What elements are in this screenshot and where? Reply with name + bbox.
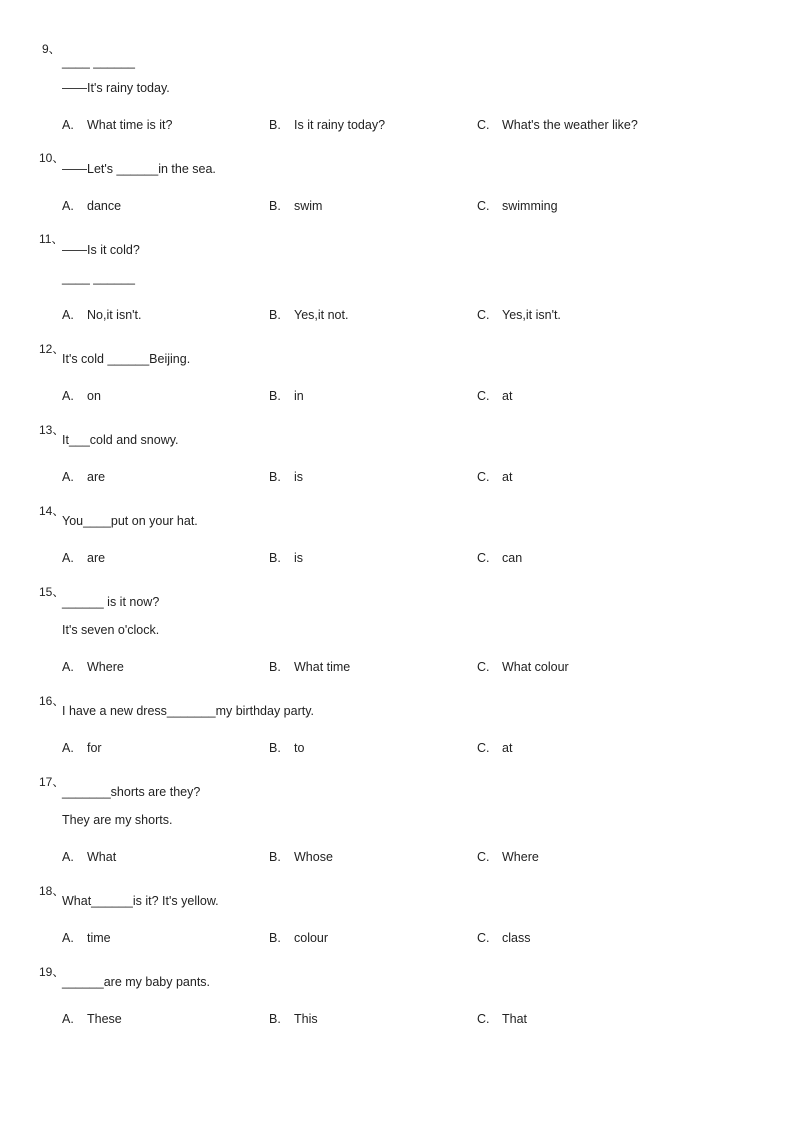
option-b[interactable] [269, 1012, 318, 1026]
option-a[interactable] [62, 199, 121, 213]
option-b[interactable] [269, 308, 348, 322]
question-text: ______are my baby pants. [62, 975, 211, 989]
option-letter: B. [269, 389, 281, 403]
option-letter: B. [269, 741, 281, 755]
question-text: I have a new dress_______my birthday party. [62, 704, 314, 718]
option-b[interactable] [269, 118, 385, 132]
option-letter: C. [477, 850, 490, 864]
option-b[interactable] [269, 199, 322, 213]
question-number: 13、 [39, 423, 65, 437]
option-a[interactable] [62, 470, 105, 484]
question-number: 15、 [39, 585, 65, 599]
option-text: swimming [502, 199, 558, 213]
question-text: ____ ______ [62, 271, 135, 285]
option-text: time [87, 931, 111, 945]
option-text: Yes,it isn't. [502, 308, 561, 322]
option-c[interactable] [477, 199, 558, 213]
option-letter: C. [477, 118, 490, 132]
option-c[interactable] [477, 660, 569, 674]
option-b[interactable] [269, 551, 303, 565]
question-number: 19、 [39, 965, 65, 979]
option-text: at [502, 741, 513, 755]
option-text: Where [502, 850, 539, 864]
option-letter: C. [477, 308, 490, 322]
option-letter: A. [62, 741, 74, 755]
option-text: That [502, 1012, 528, 1026]
question-text: ——Is it cold? [62, 243, 140, 257]
question-text: It's cold ______Beijing. [62, 352, 191, 366]
option-text: What [87, 850, 117, 864]
option-b[interactable] [269, 741, 304, 755]
option-letter: B. [269, 660, 281, 674]
option-a[interactable] [62, 741, 102, 755]
option-text: are [87, 551, 106, 565]
option-letter: C. [477, 199, 490, 213]
option-text: What time is it? [87, 118, 173, 132]
option-c[interactable] [477, 470, 512, 484]
option-text: class [502, 931, 531, 945]
question-number: 16、 [39, 694, 65, 708]
option-c[interactable] [477, 850, 539, 864]
option-letter: C. [477, 389, 490, 403]
option-letter: B. [269, 1012, 281, 1026]
option-c[interactable] [477, 308, 561, 322]
option-letter: A. [62, 389, 74, 403]
question-text: They are my shorts. [62, 813, 173, 827]
option-letter: B. [269, 199, 281, 213]
option-text: Is it rainy today? [294, 118, 386, 132]
question-text: It's seven o'clock. [62, 623, 160, 637]
option-letter: B. [269, 551, 281, 565]
option-b[interactable] [269, 660, 350, 674]
option-a[interactable] [62, 308, 142, 322]
option-text: No,it isn't. [87, 308, 142, 322]
option-a[interactable] [62, 850, 116, 864]
option-a[interactable] [62, 551, 105, 565]
option-b[interactable] [269, 470, 303, 484]
option-letter: A. [62, 308, 74, 322]
option-text: at [502, 389, 513, 403]
option-letter: C. [477, 741, 490, 755]
option-letter: B. [269, 118, 281, 132]
option-text: at [502, 470, 513, 484]
option-text: These [87, 1012, 122, 1026]
question-text: ____ ______ [62, 55, 135, 69]
option-letter: C. [477, 470, 490, 484]
option-text: can [502, 551, 523, 565]
option-text: What's the weather like? [502, 118, 638, 132]
option-text: for [87, 741, 102, 755]
option-b[interactable] [269, 389, 304, 403]
option-a[interactable] [62, 1012, 122, 1026]
question-number: 18、 [39, 884, 65, 898]
option-text: is [294, 551, 304, 565]
option-letter: C. [477, 1012, 490, 1026]
option-text: on [87, 389, 101, 403]
option-letter: C. [477, 551, 490, 565]
option-letter: B. [269, 308, 281, 322]
option-letter: A. [62, 850, 74, 864]
option-text: Whose [294, 850, 333, 864]
question-text: What______is it? It's yellow. [62, 894, 219, 908]
option-a[interactable] [62, 118, 172, 132]
option-b[interactable] [269, 850, 333, 864]
question-text: It___cold and snowy. [62, 433, 179, 447]
option-a[interactable] [62, 931, 111, 945]
option-text: to [294, 741, 305, 755]
question-number: 12、 [39, 342, 65, 356]
question-text: ______ is it now? [62, 595, 160, 609]
option-letter: A. [62, 199, 74, 213]
option-text: What time [294, 660, 351, 674]
question-text: ——It's rainy today. [62, 81, 170, 95]
option-letter: A. [62, 1012, 74, 1026]
question-number: 9、 [42, 42, 61, 56]
option-letter: B. [269, 470, 281, 484]
option-letter: B. [269, 850, 281, 864]
option-text: Where [87, 660, 124, 674]
question-text: ——Let's ______in the sea. [62, 162, 216, 176]
option-text: Yes,it not. [294, 308, 349, 322]
question-number: 17、 [39, 775, 65, 789]
option-text: colour [294, 931, 329, 945]
option-text: is [294, 470, 304, 484]
question-text: _______shorts are they? [62, 785, 201, 799]
option-letter: A. [62, 660, 74, 674]
option-text: in [294, 389, 304, 403]
question-text: You____put on your hat. [62, 514, 198, 528]
option-letter: C. [477, 660, 490, 674]
option-letter: A. [62, 931, 74, 945]
option-letter: B. [269, 931, 281, 945]
option-b[interactable] [269, 931, 328, 945]
option-a[interactable] [62, 389, 101, 403]
option-c[interactable] [477, 389, 512, 403]
option-text: swim [294, 199, 323, 213]
option-text: are [87, 470, 106, 484]
option-text: What colour [502, 660, 569, 674]
option-a[interactable] [62, 660, 124, 674]
question-number: 11、 [39, 232, 64, 246]
option-letter: A. [62, 551, 74, 565]
option-text: This [294, 1012, 318, 1026]
option-c[interactable] [477, 118, 638, 132]
option-c[interactable] [477, 1012, 527, 1026]
option-c[interactable] [477, 551, 522, 565]
option-letter: A. [62, 470, 74, 484]
option-letter: A. [62, 118, 74, 132]
option-c[interactable] [477, 741, 512, 755]
question-number: 14、 [39, 504, 65, 518]
option-text: dance [87, 199, 122, 213]
option-c[interactable] [477, 931, 530, 945]
question-number: 10、 [39, 151, 65, 165]
option-letter: C. [477, 931, 490, 945]
